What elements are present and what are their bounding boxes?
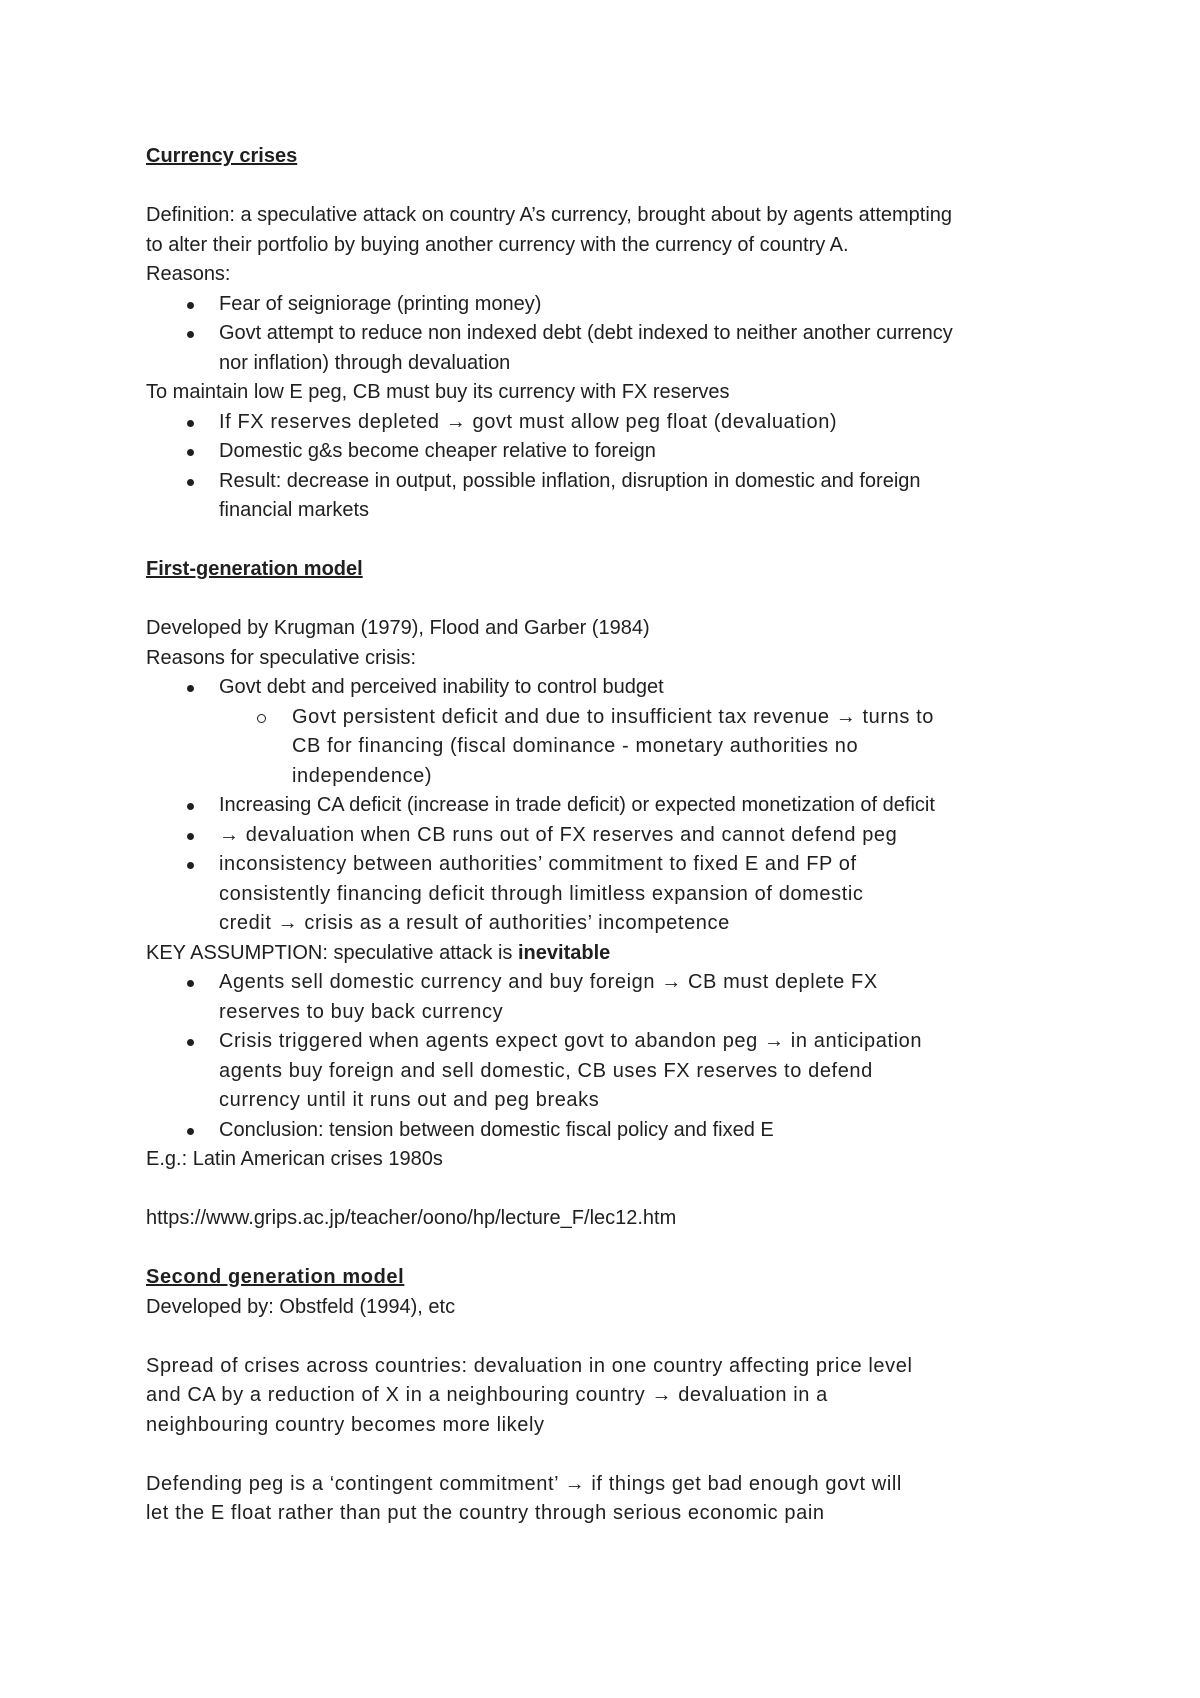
paragraph-line: Reasons for speculative crisis: bbox=[146, 646, 417, 669]
key-assumption-prefix: KEY ASSUMPTION: speculative attack is bbox=[146, 941, 518, 964]
paragraph-line: To maintain low E peg, CB must buy its currency with FX reserves bbox=[146, 381, 730, 403]
bullet-continuation: financial markets bbox=[219, 499, 370, 521]
bullet-item: Domestic g&s become cheaper relative to foreign bbox=[146, 437, 1086, 467]
bullet-continuation: credit → crisis as a result of authorities’ incompetence bbox=[219, 912, 730, 934]
bullet-item: Agents sell domestic currency and buy foreign → CB must deplete FX bbox=[146, 968, 1086, 998]
section-heading-second-generation: Second generation model bbox=[146, 1266, 405, 1288]
document-page bbox=[146, 142, 1086, 1529]
definition-line-2: to alter their portfolio by buying another currency with the currency of country A. bbox=[146, 233, 849, 256]
sub-bullet-continuation: CB for financing (fiscal dominance - monetary authorities no bbox=[292, 735, 859, 757]
bullet-item: Govt debt and perceived inability to control budget bbox=[146, 673, 1086, 703]
key-assumption-line bbox=[146, 939, 1086, 969]
bullet-item: Increasing CA deficit (increase in trade deficit) or expected monetization of deficit bbox=[146, 791, 1086, 821]
bullet-item: If FX reserves depleted → govt must allow peg float (devaluation) bbox=[146, 408, 1086, 438]
definition-line-1: Definition: a speculative attack on country A’s currency, brought about by agents attempting bbox=[146, 204, 953, 226]
bullet-continuation: nor inflation) through devaluation bbox=[219, 351, 511, 374]
paragraph-line: Spread of crises across countries: devaluation in one country affecting price level bbox=[146, 1354, 913, 1377]
paragraph-line: let the E float rather than put the country through serious economic pain bbox=[146, 1502, 825, 1524]
bullet-item: Crisis triggered when agents expect govt to abandon peg → in anticipation bbox=[146, 1027, 1086, 1057]
paragraph-line: Developed by Krugman (1979), Flood and Garber (1984) bbox=[146, 617, 650, 639]
bullet-continuation: agents buy foreign and sell domestic, CB uses FX reserves to defend bbox=[219, 1059, 873, 1082]
section-heading-first-generation: First-generation model bbox=[146, 558, 363, 580]
reasons-label: Reasons: bbox=[146, 263, 231, 285]
reference-link[interactable]: https://www.grips.ac.jp/teacher/oono/hp/lecture_F/lec12.htm bbox=[146, 1207, 677, 1229]
bullet-item: inconsistency between authorities’ commitment to fixed E and FP of bbox=[146, 850, 1086, 880]
key-assumption-bold: inevitable bbox=[518, 941, 611, 964]
bullet-item: Result: decrease in output, possible inflation, disruption in domestic and foreign bbox=[146, 467, 1086, 497]
section-heading-currency-crises: Currency crises bbox=[146, 145, 298, 167]
bullet-item: Conclusion: tension between domestic fiscal policy and fixed E bbox=[146, 1116, 1086, 1146]
paragraph-line: Defending peg is a ‘contingent commitment’ → if things get bad enough govt will bbox=[146, 1472, 902, 1495]
bullet-item: Fear of seigniorage (printing money) bbox=[146, 290, 1086, 320]
bullet-continuation: consistently financing deficit through limitless expansion of domestic bbox=[219, 882, 864, 905]
bullet-continuation: currency until it runs out and peg breaks bbox=[219, 1089, 600, 1111]
paragraph-line: and CA by a reduction of X in a neighbouring country → devaluation in a bbox=[146, 1384, 828, 1406]
sub-bullet-item: Govt persistent deficit and due to insufficient tax revenue → turns to bbox=[146, 703, 1086, 733]
bullet-item: Govt attempt to reduce non indexed debt (debt indexed to neither another currency bbox=[146, 319, 1086, 349]
paragraph-line: neighbouring country becomes more likely bbox=[146, 1413, 545, 1436]
sub-bullet-continuation: independence) bbox=[292, 764, 433, 787]
bullet-item: → devaluation when CB runs out of FX reserves and cannot defend peg bbox=[146, 821, 1086, 851]
example-line: E.g.: Latin American crises 1980s bbox=[146, 1148, 443, 1170]
bullet-continuation: reserves to buy back currency bbox=[219, 1000, 504, 1023]
paragraph-line: Developed by: Obstfeld (1994), etc bbox=[146, 1295, 456, 1318]
